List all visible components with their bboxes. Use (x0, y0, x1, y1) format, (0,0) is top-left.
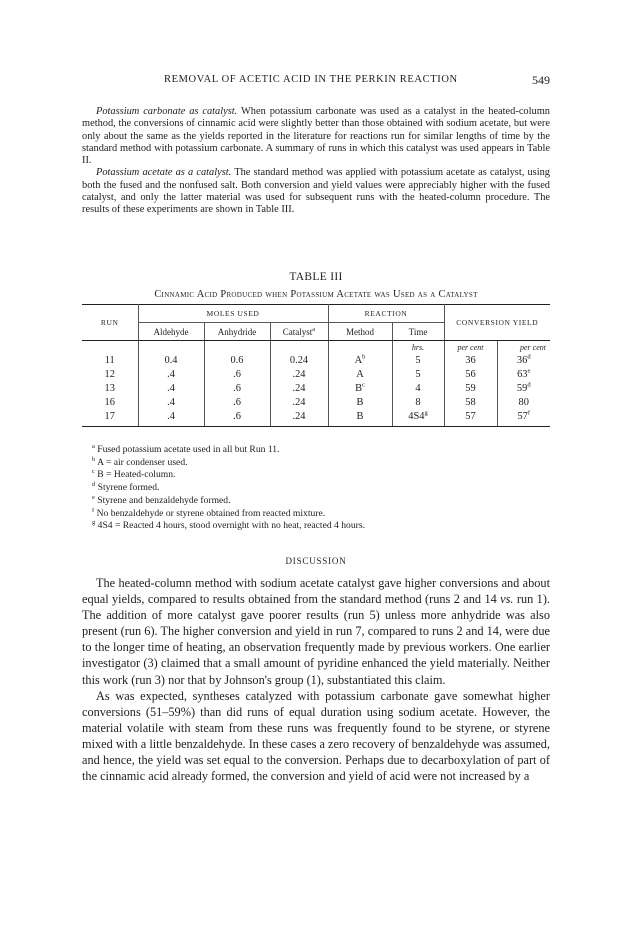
cell-catalyst: .24 (270, 382, 328, 396)
cell-aldehyde: .4 (138, 396, 204, 410)
units-cell-aldehyde (138, 341, 204, 354)
cell-run: 16 (82, 396, 138, 410)
col-time: Time (392, 323, 444, 341)
cell-yield: 80 (518, 397, 529, 408)
footnote: $^f$ No benzaldehyde or styrene obtained from reacted mixture. (92, 506, 326, 519)
table-row (82, 382, 550, 396)
unit-conversion: per cent (444, 341, 497, 354)
cell-method: B (328, 410, 392, 427)
table-title: TABLE III (289, 271, 343, 283)
cell-anhydride: .6 (204, 396, 270, 410)
footnote: $^g$ 4S4 = Reacted 4 hours, stood overnight with no heat, reacted 4 hours. (92, 519, 365, 532)
cell-run: 11 (82, 354, 138, 368)
running-title: REMOVAL OF ACETIC ACID IN THE PERKIN REACTION (164, 74, 458, 85)
cell-time: 8 (392, 396, 444, 410)
col-aldehyde: Aldehyde (138, 323, 204, 341)
header-reaction: REACTION (328, 305, 444, 323)
table-row (82, 396, 550, 410)
footnote: $^e$ Styrene and benzaldehyde formed. (92, 493, 231, 506)
paragraph-heading: Potassium carbonate as catalyst. (96, 106, 238, 117)
discussion-paragraph-1: The heated-column method with sodium acetate catalyst gave higher conversions and about equal yields, compared to results obtained from the standard method (runs 2 and 14 vs. run 1). The addition of more catalyst gave poorer results (run 5) unless more anhydride was also present (run 6). The higher conversion and yield in run 7, compared to runs 2 and 14, were due to the longer time of heating, an observation frequently made by previous workers. One earlier investigator (3) claimed that a small amount of pyridine enhanced the yield materially. Neither this work (run 3) nor that by Johnson's group (1), substantiated this claim. (82, 576, 550, 687)
cell-catalyst: .24 (270, 410, 328, 427)
cell-run: 13 (82, 382, 138, 396)
footnote: $^b$ A = air condenser used. (92, 455, 188, 468)
cell-yield: 63e (517, 367, 531, 380)
cell-anhydride: .6 (204, 410, 270, 427)
col-method: Method (328, 323, 392, 341)
unit-yield: per cent (520, 342, 546, 352)
cell-catalyst: .24 (270, 368, 328, 382)
cell-time: 5 (392, 354, 444, 368)
discussion-section (82, 575, 550, 784)
cell-aldehyde: 0.4 (138, 354, 204, 368)
discussion-heading: DISCUSSION (285, 556, 347, 566)
table-iii (82, 304, 550, 427)
header-moles-used: MOLES USED (138, 305, 328, 323)
cell-time: 5 (392, 368, 444, 382)
paragraph-heading: Potassium acetate as a catalyst. (96, 167, 232, 179)
page-number: 549 (532, 73, 550, 87)
paragraph-potassium-carbonate (82, 106, 550, 167)
cell-aldehyde: .4 (138, 382, 204, 396)
table-caption: Cinnamic Acid Produced when Potassium Acetate was Used as a Catalyst (154, 289, 478, 300)
cell-anhydride: 0.6 (204, 354, 270, 368)
unit-time: hrs. (392, 341, 444, 354)
col-anhydride: Anhydride (204, 323, 270, 341)
paragraph-potassium-acetate (82, 167, 550, 216)
cell-conversion: 57 (444, 410, 497, 427)
cell-run: 12 (82, 368, 138, 382)
table-body (82, 354, 550, 427)
cell-yield: 59$^d$ (516, 381, 531, 394)
cell-method: B (328, 396, 392, 410)
cell-aldehyde: .4 (138, 368, 204, 382)
cell-method: A (328, 368, 392, 382)
units-cell-anhydride (204, 341, 270, 354)
running-head (82, 74, 550, 90)
paragraph-body: The standard method was applied with potassium acetate as catalyst, using both the fused and the nonfused salt. Both conversion and yield values were appreciably higher with the fused catalyst, and only the latter material was used for subsequent runs with the heated-column procedure. The results of these experiments are shown in Table III. (82, 167, 550, 216)
discussion-paragraph-2: As was expected, syntheses catalyzed with potassium carbonate gave somewhat higher conversions (51–59%) than did runs of equal duration using sodium acetate. However, the material volatile with steam from these runs was frequently found to be styrene, or styrene mixed with a little benzaldehyde. In these cases a zero recovery of benzaldehyde was assumed, and hence, the yield was set equal to the conversion. Perhaps due to decarboxylation of part of the cinnamic acid already formed, the conversion and yield of acid were not increased by a (82, 688, 550, 784)
footnote: $^d$ Styrene formed. (92, 480, 160, 494)
cell-conversion: 56 (444, 368, 497, 382)
table-footnotes (82, 444, 550, 533)
cell-anhydride: .6 (204, 382, 270, 396)
units-cell-catalyst (270, 341, 328, 354)
cell-conversion: 59 (444, 382, 497, 396)
cell-catalyst: .24 (270, 396, 328, 410)
cell-method: $B^c$ (328, 382, 392, 396)
intro-section (82, 106, 550, 217)
cell-conversion: 58 (444, 396, 497, 410)
cell-time: 4S4$^g$ (392, 410, 444, 427)
table-row (82, 368, 550, 382)
cell-time: 4 (392, 382, 444, 396)
cell-run: 17 (82, 410, 138, 427)
cell-catalyst: 0.24 (270, 354, 328, 368)
cell-aldehyde: .4 (138, 410, 204, 427)
header-run: RUN (82, 305, 138, 341)
cell-yield: 57$^f$ (497, 410, 550, 427)
units-cell-run (82, 341, 138, 354)
col-catalyst: Catalyst$^a$ (270, 323, 328, 341)
cell-anhydride: .6 (204, 368, 270, 382)
cell-method: $A^b$ (328, 354, 392, 368)
paragraph-body: When potassium carbonate was used as a catalyst in the heated-column method, the conversions of cinnamic acid were slightly better than those obtained with sodium acetate, but were only about the same as the yields reported in the literature for reactions run for similar lengths of time by the standard method with potassium carbonate. A summary of runs in which this catalyst was used appears in Table II. (82, 106, 550, 167)
table-row (82, 354, 550, 368)
table-row (82, 410, 550, 427)
cell-yield: 36$^d$ (516, 353, 531, 366)
units-cell-method (328, 341, 392, 354)
header-conversion-yield: CONVERSION YIELD (444, 305, 550, 341)
cell-conversion: 36 (444, 354, 497, 368)
footnote: $^c$ B = Heated-column. (92, 468, 176, 481)
footnote: $^a$ Fused potassium acetate used in all but Run 11. (92, 442, 280, 455)
